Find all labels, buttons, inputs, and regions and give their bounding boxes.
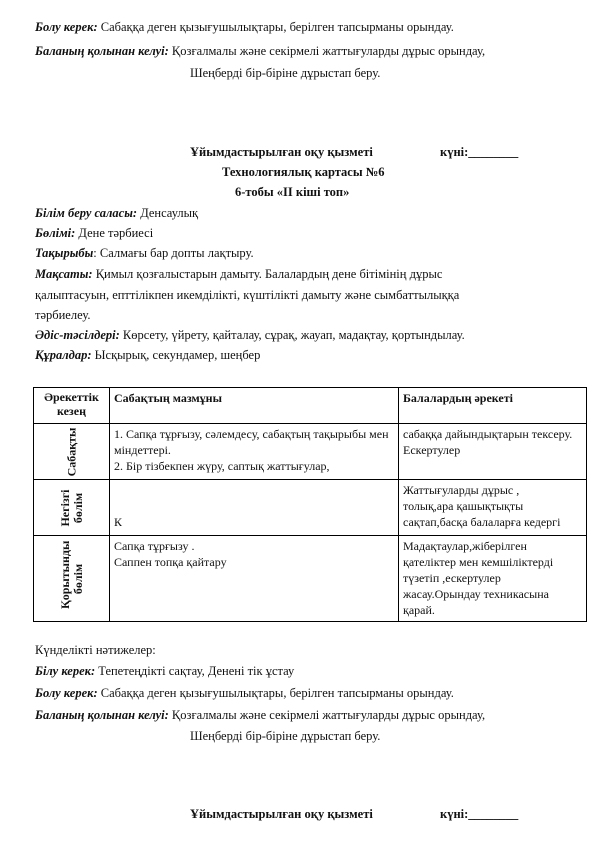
- header-children: Балалардың әрекеті: [399, 388, 587, 424]
- header-content: Сабақтың мазмұны: [110, 388, 399, 424]
- children-cell: [399, 424, 587, 480]
- bottom-bolu-line: [35, 686, 454, 701]
- bottom-bolu-label: Болу керек:: [35, 686, 98, 700]
- content-line: 1. Сапқа тұрғызу, сәлемдесу, сабақтың тақырыбы мен міндеттері.: [114, 427, 389, 457]
- header-stage: Әрекеттік кезең: [34, 388, 110, 424]
- children-line: қарай.: [403, 603, 435, 617]
- group-title: 6-тобы «II кіші топ»: [235, 185, 350, 199]
- children-line: қателіктер мен кемшіліктерді: [403, 555, 554, 569]
- children-line: сабаққа дайындықтарын тексеру.: [403, 427, 573, 441]
- bottom-bolu-text: Сабаққа деген қызығушылықтары, берілген тапсырманы орындау.: [97, 686, 454, 700]
- balanyn-label: Баланың қолынан келуі:: [35, 44, 169, 58]
- content-line: [114, 482, 394, 498]
- kuraldar-line: [35, 348, 260, 363]
- adis-text: Көрсету, үйрету, қайталау, сұрақ, жауап, мадақтау, қортындылау.: [119, 328, 465, 342]
- children-line: түзетіп ,ескертулер: [403, 571, 501, 585]
- content-cell: [110, 424, 399, 480]
- top-bolu-kerek-line: [35, 20, 454, 35]
- kuraldar-label: Құралдар:: [35, 348, 92, 362]
- bottom-balanyn-line: [35, 708, 485, 723]
- bilim-label: Білім беру саласы:: [35, 206, 138, 220]
- date-field: күні:________: [440, 145, 519, 159]
- lesson-plan-table: [33, 387, 587, 622]
- content-cell: [110, 480, 399, 536]
- bottom-balanyn-line2: Шеңберді бір-біріне дұрыстап беру.: [190, 729, 381, 743]
- org-activity-title: Ұйымдастырылған оқу қызметі: [190, 145, 373, 159]
- table-row: [34, 424, 587, 480]
- top-balanyn-line: [35, 44, 485, 59]
- bilu-text: Тепетеңдікті сақтау, Денені тік ұстау: [95, 664, 295, 678]
- table-row: [34, 536, 587, 622]
- takyryby-label: Тақырыбы: [35, 246, 94, 260]
- table-row: [34, 480, 587, 536]
- bolimi-label: Бөлімі:: [35, 226, 76, 240]
- top-balanyn-line2: Шеңберді бір-біріне дұрыстап беру.: [190, 66, 381, 80]
- content-cell: [110, 536, 399, 622]
- stage-cell: [34, 424, 110, 480]
- balanyn-text: Қозғалмалы және секірмелі жаттығуларды дұрыс орындау,: [168, 44, 486, 58]
- stage-label: Сабақты: [64, 427, 78, 476]
- content-line: К: [114, 515, 123, 529]
- children-line: жасау.Орындау техникасына: [403, 587, 549, 601]
- content-line: Саппен топқа қайтару: [114, 555, 227, 569]
- stage-cell: [34, 480, 110, 536]
- stage-label: Қорытынды бөлім: [57, 540, 85, 609]
- bottom-balanyn-label: Баланың қолынан келуі:: [35, 708, 169, 722]
- bilim-text: Денсаулық: [137, 206, 199, 220]
- adis-line: [35, 328, 465, 343]
- content-line: Сапқа тұрғызу .: [114, 539, 195, 553]
- bottom-date-field: күні:________: [440, 807, 519, 821]
- stage-cell: [34, 536, 110, 622]
- adis-label: Әдіс-тәсілдері:: [35, 328, 120, 342]
- stage-label: Негізгі бөлім: [57, 488, 85, 527]
- bilu-line: [35, 664, 294, 679]
- bottom-org-activity-title: Ұйымдастырылған оқу қызметі: [190, 807, 373, 821]
- maksaty-text: Қимыл қозғалыстарын дамыту. Балалардың дене бітімінің дұрыс: [92, 267, 443, 281]
- bolimi-text: Дене тәрбиесі: [75, 226, 154, 240]
- results-title: Күнделікті нәтижелер:: [35, 643, 156, 657]
- children-line: Жаттығуларды дұрыс ,: [403, 483, 520, 497]
- children-cell: [399, 480, 587, 536]
- bilim-line: [35, 206, 198, 221]
- tech-card-title: Технологиялық картасы №6: [222, 165, 385, 179]
- maksaty-line: [35, 267, 442, 282]
- content-line: 2. Бір тізбекпен жүру, саптық жаттығулар,: [114, 459, 330, 473]
- bottom-balanyn-text: Қозғалмалы және секірмелі жаттығуларды дұрыс орындау,: [168, 708, 486, 722]
- takyryby-line: [35, 246, 254, 261]
- bilu-label: Білу керек:: [35, 664, 96, 678]
- children-line: Мадақтаулар,жіберілген: [403, 539, 527, 553]
- children-line: толық,ара қашықтықты: [403, 499, 524, 513]
- takyryby-text: : Салмағы бар допты лақтыру.: [93, 246, 254, 260]
- children-line: сақтап,басқа балаларға кедергі: [403, 515, 561, 529]
- kuraldar-text: Ысқырық, секундамер, шеңбер: [91, 348, 261, 362]
- bolu-kerek-text: Сабаққа деген қызығушылықтары, берілген тапсырманы орындау.: [97, 20, 454, 34]
- maksaty-label: Мақсаты:: [35, 267, 93, 281]
- maksaty-line3: тәрбиелеу.: [35, 308, 91, 322]
- bolu-kerek-label: Болу керек:: [35, 20, 98, 34]
- bolimi-line: [35, 226, 153, 241]
- children-line: Ескертулер: [403, 443, 461, 457]
- table-header-row: [34, 388, 587, 424]
- children-cell: [399, 536, 587, 622]
- maksaty-line2: қалыптасуын, епттілікпен икемділікті, күштілікті дамыту және сымбаттылыққа: [35, 288, 460, 302]
